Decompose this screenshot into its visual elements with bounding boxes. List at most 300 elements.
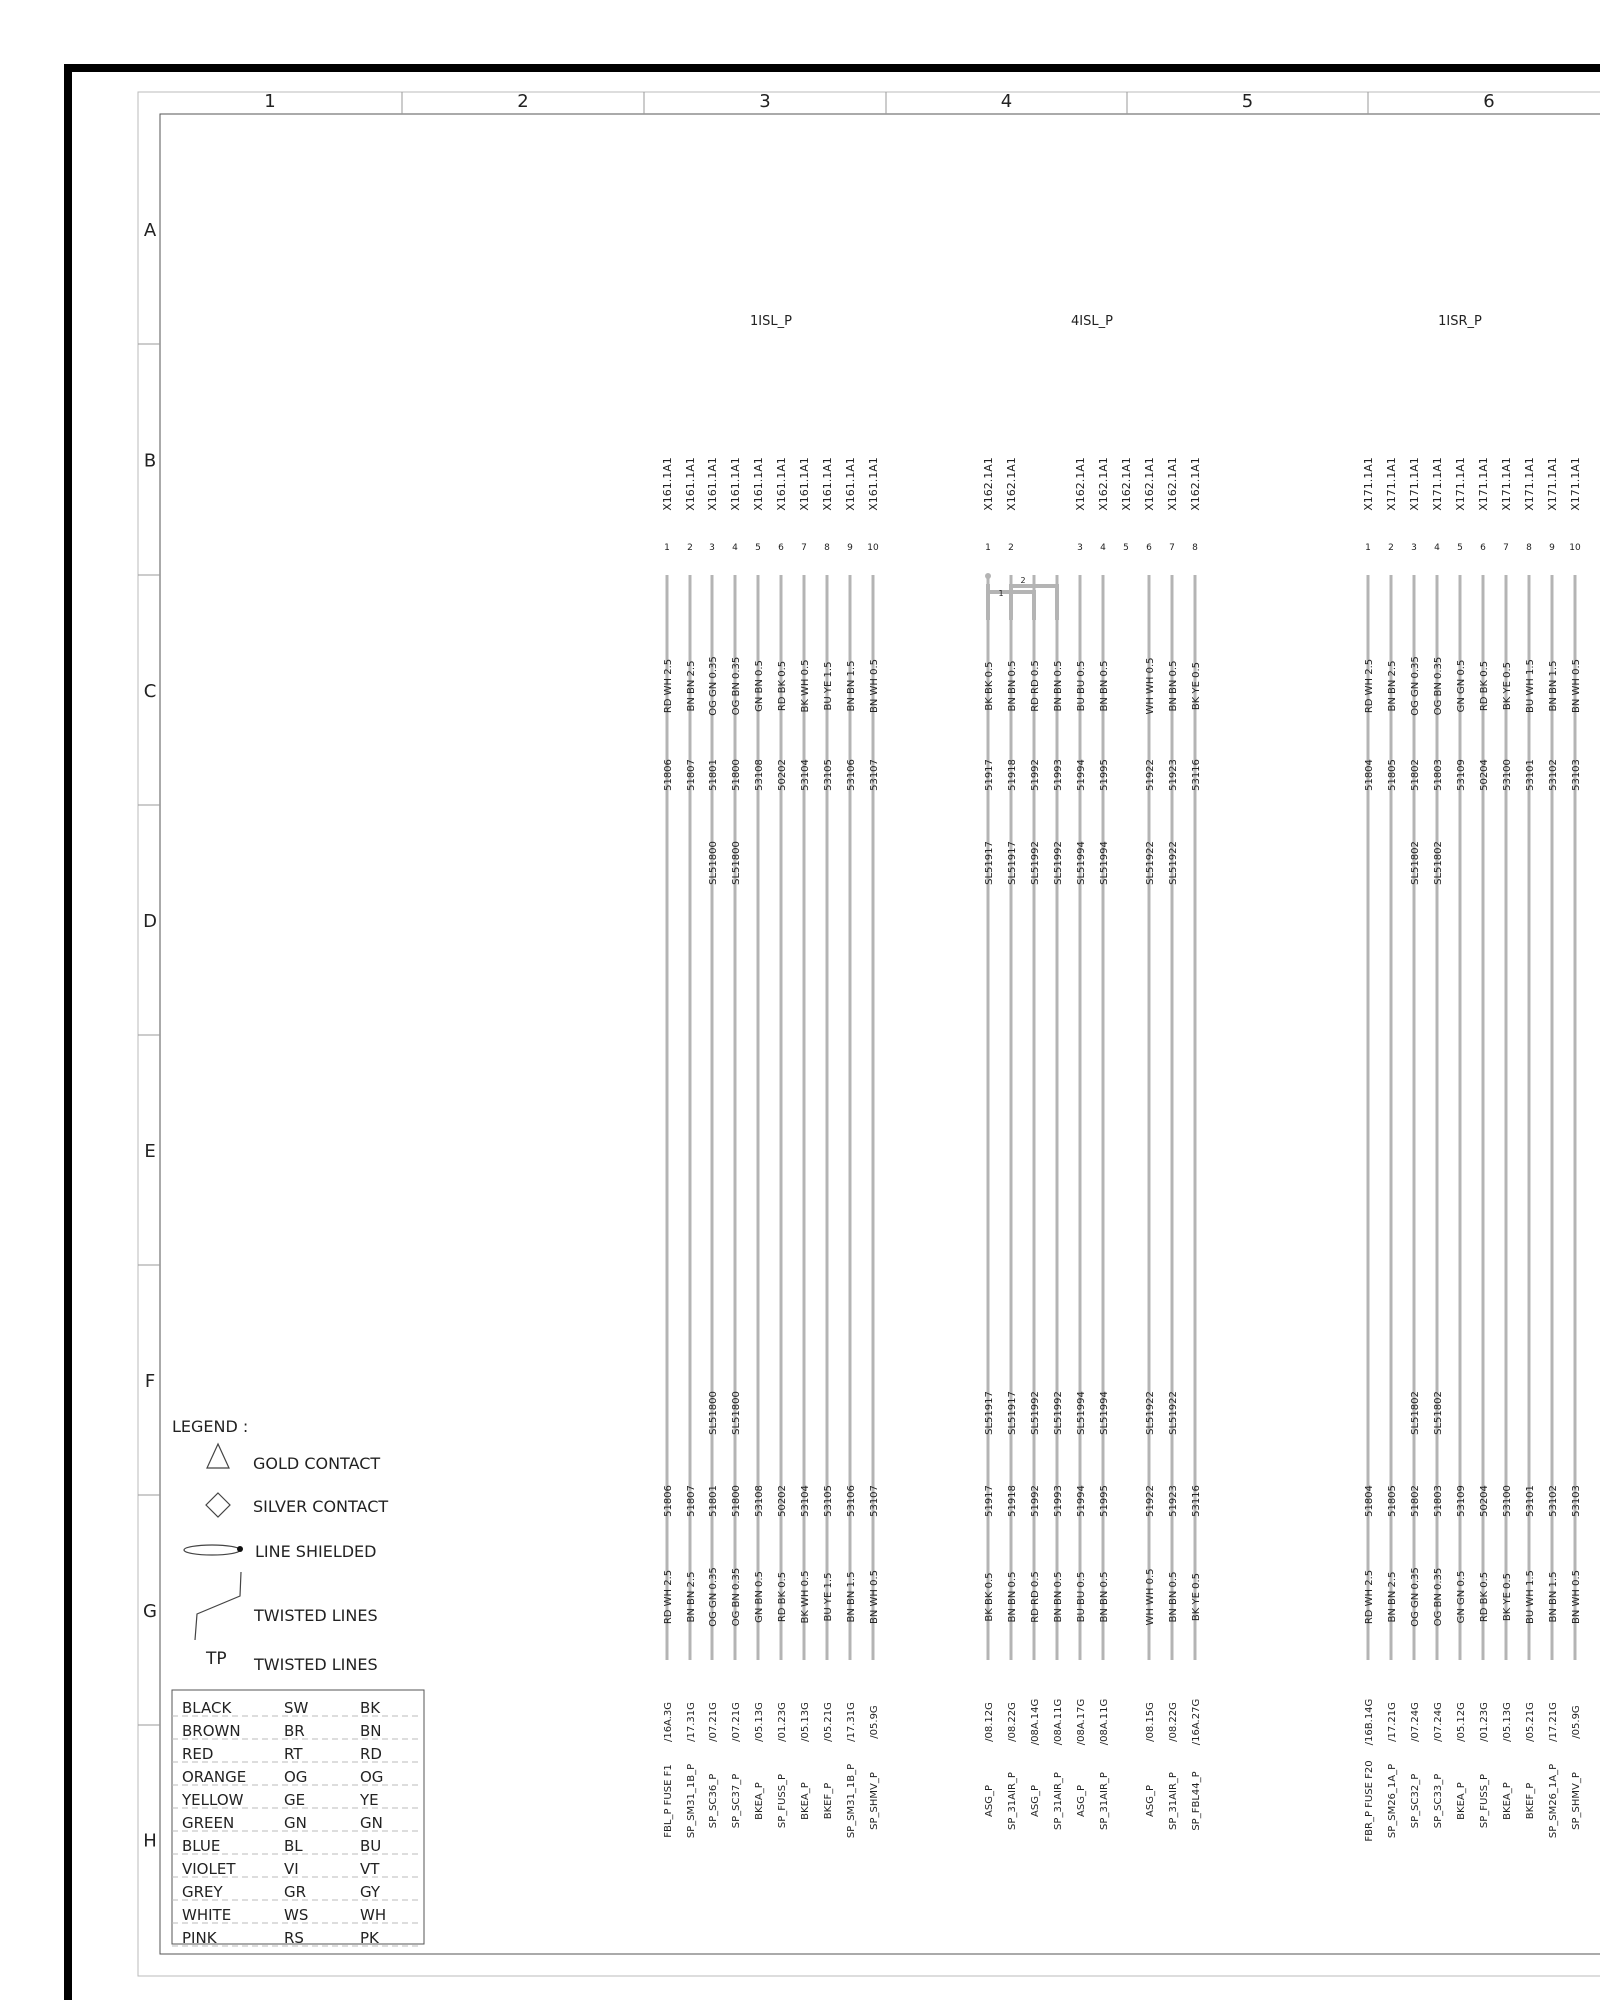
connector-4ISL_P [982,314,1202,1831]
connector-pin-label: X171.1A1 [1362,457,1375,511]
row-label: E [144,1141,156,1162]
wire-color-top: WH WH 0.5 [1145,657,1156,715]
wire-number-bottom: 50202 [777,1485,788,1517]
color-name: BLUE [182,1837,221,1855]
wire [1189,457,1202,1830]
legend-silver-contact-label: SILVER CONTACT [253,1497,389,1516]
color-name: GREEN [182,1814,235,1832]
destination-page-ref: /17.31G [686,1702,697,1742]
column-label: 4 [1000,91,1013,112]
bridge-dot [985,573,991,579]
color-code-german: GN [284,1814,307,1832]
legend-symbols [172,1444,424,1947]
wire-number-top: 51917 [984,759,995,791]
wire [1005,457,1018,1830]
destination-name: FBR_P FUSE F20 [1364,1760,1375,1842]
wire-color-top: BN BN 2.5 [1387,660,1398,712]
wire-color-bottom: BN BN 0.5 [1007,1571,1018,1623]
wire-color-bottom: BN BN 1.5 [846,1571,857,1623]
wire-color-bottom: OG BN 0.35 [731,1567,742,1627]
wire-color-top: BK YE 0.5 [1502,661,1513,711]
pin-number: 8 [824,543,830,553]
wire-number-bottom: 53100 [1502,1485,1513,1517]
splice-label-bottom: SL51992 [1053,1391,1064,1435]
wire-color-top: BN WH 0.5 [869,658,880,714]
splice-label-bottom: SL51994 [1099,1391,1110,1435]
wire-color-bottom: BN BN 1.5 [1548,1571,1559,1623]
color-code-english: RD [360,1745,382,1763]
splice-label-bottom: SL51992 [1030,1391,1041,1435]
wire-number-top: 53104 [800,759,811,791]
color-code-german: VI [284,1860,299,1878]
color-code-german: RT [284,1745,303,1763]
color-table-row [172,1722,420,1740]
gold-contact-triangle-icon [207,1444,229,1468]
connector-pin-label: X161.1A1 [706,457,719,511]
color-table-row [172,1814,420,1832]
connector-1ISR_P [1362,314,1582,1842]
wire [1477,457,1490,1828]
destination-name: SP_SHMV_P [1571,1772,1582,1830]
connector-pin-label: X162.1A1 [1097,457,1110,511]
destination-page-ref: /08A.11G [1099,1698,1110,1746]
destination-name: ASG_P [984,1785,995,1817]
destination-page-ref: /05.21G [1525,1702,1536,1742]
wire-color-top: RD WH 2.5 [663,658,674,714]
wire-number-top: 51922 [1145,759,1156,791]
pin-number: 9 [847,543,853,553]
splice-label-bottom: SL51802 [1433,1391,1444,1435]
wire-number-bottom: 51807 [686,1485,697,1517]
color-table-row [172,1768,420,1786]
color-code-table [172,1690,424,1947]
wire-number-bottom: 51800 [731,1485,742,1517]
connector-title: 4ISL_P [1071,314,1113,329]
wire-color-bottom: RD BK 0.5 [777,1571,788,1623]
pin-number: 4 [1100,543,1106,553]
destination-page-ref: /17.31G [846,1702,857,1742]
wire [1074,457,1087,1817]
destination-name: SP_SM31_1B_P [686,1763,697,1839]
destination-name: FBL_P FUSE F1 [663,1764,674,1838]
splice-label-top: SL51917 [984,841,995,885]
destination-name: ASG_P [1030,1785,1041,1817]
connector-pin-label: X171.1A1 [1454,457,1467,511]
destination-name: SP_SC37_P [731,1773,742,1829]
connector-pin-label: X162.1A1 [1005,457,1018,511]
wire-number-bottom: 51994 [1076,1485,1087,1517]
destination-name: SP_SC33_P [1433,1773,1444,1829]
column-label: 5 [1241,91,1254,112]
wire-color-bottom: BN BN 0.5 [1168,1571,1179,1623]
wire-color-bottom: BN BN 0.5 [1053,1571,1064,1623]
connector-pin-label: X162.1A1 [1166,457,1179,511]
color-name: WHITE [182,1906,232,1924]
connector-pin-label: X162.1A1 [1189,457,1202,511]
wire [798,457,811,1820]
row-label: G [143,1601,157,1622]
wire-color-top: OG BN 0.35 [1433,656,1444,716]
destination-page-ref: /05.13G [1502,1702,1513,1742]
destination-page-ref: /16B.14G [1364,1698,1375,1746]
row-label: H [143,1830,157,1852]
destination-page-ref: /01.23G [777,1702,788,1742]
pin-number: 4 [732,543,738,553]
connector-pin-label: X162.1A1 [1120,457,1133,511]
wire-number-bottom: 53103 [1571,1485,1582,1517]
wire-number-top: 51995 [1099,759,1110,791]
color-name: PINK [182,1929,217,1947]
wire-number-bottom: 51922 [1145,1485,1156,1517]
color-table-row [172,1883,420,1901]
pin-number: 3 [1077,543,1083,553]
pin-number: 1 [985,543,991,553]
color-name: ORANGE [182,1768,247,1786]
splice-label-top: SL51992 [1053,841,1064,885]
wire-color-bottom: BU BU 0.5 [1076,1571,1087,1623]
connector-pin-label: X171.1A1 [1408,457,1421,511]
legend-tp-label: TP [206,1649,227,1669]
connector-pin-label: X171.1A1 [1431,457,1444,511]
pin-number: 4 [1434,543,1440,553]
wire-color-bottom: BK BK 0.5 [984,1572,995,1622]
destination-name: SP_SM26_1A_P [1387,1763,1398,1839]
wire-color-top: OG BN 0.35 [731,656,742,716]
wire-color-top: BN BN 1.5 [1548,660,1559,712]
pin-number: 6 [778,543,784,553]
wire-number-bottom: 53107 [869,1485,880,1517]
destination-page-ref: /05.9G [1571,1705,1582,1739]
wire-color-bottom: OG GN 0.35 [1410,1567,1421,1627]
destination-page-ref: /05.12G [1456,1702,1467,1742]
wire [661,457,674,1838]
wire-color-top: OG GN 0.35 [1410,656,1421,716]
wire [821,457,834,1819]
wire-color-bottom: OG GN 0.35 [708,1567,719,1627]
wire-number-top: 51806 [663,759,674,791]
splice-label-bottom: SL51802 [1410,1391,1421,1435]
destination-name: SP_31AIR_P [1053,1772,1064,1830]
wire-number-top: 51800 [731,759,742,791]
color-code-german: GE [284,1791,306,1809]
pin-number: 6 [1146,543,1152,553]
color-name: BROWN [182,1722,241,1740]
wire-number-top: 53116 [1191,759,1202,791]
column-label: 1 [264,91,276,112]
splice-label-bottom: SL51922 [1145,1391,1156,1435]
bridge-label: 1 [998,589,1004,598]
color-code-english: GN [360,1814,383,1832]
destination-name: BKEA_P [1502,1782,1513,1820]
destination-name: SP_31AIR_P [1007,1772,1018,1830]
color-code-german: BR [284,1722,305,1740]
destination-page-ref: /08.22G [1007,1702,1018,1742]
wire-number-top: 51801 [708,759,719,791]
drawing-area-border [160,114,1600,1954]
destination-name: BKEF_P [823,1782,834,1820]
connector-groups [661,314,1582,1842]
wire [684,457,697,1838]
wire-color-bottom: BN BN 0.5 [1099,1571,1110,1623]
wire-number-top: 50204 [1479,759,1490,791]
pin-number: 10 [1569,543,1581,553]
wire-number-top: 51802 [1410,759,1421,791]
wire [706,457,719,1828]
wire-number-top: 51805 [1387,759,1398,791]
wire-number-bottom: 53101 [1525,1485,1536,1517]
wire-color-bottom: OG BN 0.35 [1433,1567,1444,1627]
connector-pin-label: X162.1A1 [982,457,995,511]
splice-label-top: SL51994 [1099,841,1110,885]
legend-title: LEGEND : [172,1417,249,1436]
wire-number-bottom: 53108 [754,1485,765,1517]
wire [1546,457,1559,1838]
wire-color-top: RD BK 0.5 [777,660,788,712]
destination-name: BKEA_P [1456,1782,1467,1820]
destination-name: BKEF_P [1525,1782,1536,1820]
wire-color-top: RD WH 2.5 [1364,658,1375,714]
pin-number: 3 [1411,543,1417,553]
pin-number: 5 [755,543,761,553]
splice-label-bottom: SL51800 [708,1391,719,1435]
destination-page-ref: /05.13G [800,1702,811,1742]
wire-number-top: 53102 [1548,759,1559,791]
connector-pin-label: X171.1A1 [1477,457,1490,511]
wire-color-bottom: BN BN 2.5 [686,1571,697,1623]
wire-color-top: BN BN 0.5 [1053,660,1064,712]
wire-color-top: OG GN 0.35 [708,656,719,716]
connector-pin-label: X161.1A1 [752,457,765,511]
wire-color-bottom: BK YE 0.5 [1191,1572,1202,1622]
wire-number-top: 51803 [1433,759,1444,791]
color-code-german: RS [284,1929,304,1947]
color-table-row [172,1699,420,1717]
wire-number-bottom: 51805 [1387,1485,1398,1517]
destination-name: SP_SM31_1B_P [846,1763,857,1839]
destination-page-ref: /05.9G [869,1705,880,1739]
destination-name: BKEA_P [800,1782,811,1820]
color-table-row [172,1745,420,1763]
connector-pin-label: X161.1A1 [798,457,811,511]
destination-name: SP_SC36_P [708,1773,719,1829]
connector-pin-label: X161.1A1 [684,457,697,511]
wire [1053,575,1064,1830]
row-label: B [143,450,157,472]
row-label: A [143,220,157,241]
destination-page-ref: /07.24G [1433,1702,1444,1742]
wire-number-bottom: 51802 [1410,1485,1421,1517]
pin-number: 1 [664,543,670,553]
wire [844,457,857,1838]
wire-number-bottom: 51803 [1433,1485,1444,1517]
pin-number: 5 [1457,543,1463,553]
wire-number-bottom: 51992 [1030,1485,1041,1517]
color-code-english: BK [360,1699,381,1717]
pin-number: 7 [1169,543,1175,553]
wire-color-top: BN BN 1.5 [846,660,857,712]
connector-title: 1ISL_P [750,314,792,329]
destination-page-ref: /07.21G [708,1702,719,1742]
wire-color-top: BU WH 1.5 [1525,659,1536,713]
shielded-dot-icon [237,1546,243,1552]
wire [1120,457,1133,553]
wire-number-bottom: 53105 [823,1485,834,1517]
wire [1143,457,1156,1817]
wire-color-bottom: BK YE 0.5 [1502,1572,1513,1622]
connector-pin-label: X161.1A1 [844,457,857,511]
splice-label-top: SL51800 [731,841,742,885]
wire-number-top: 53106 [846,759,857,791]
wire [982,457,995,1817]
wire-number-top: 53109 [1456,759,1467,791]
color-code-english: YE [360,1791,379,1809]
wire [1569,457,1582,1830]
destination-name: SP_31AIR_P [1168,1772,1179,1830]
destination-name: SP_SC32_P [1410,1773,1421,1829]
splice-label-top: SL51917 [1007,841,1018,885]
color-code-english: BN [360,1722,382,1740]
wire [752,457,765,1820]
splice-label-bottom: SL51800 [731,1391,742,1435]
wire-number-bottom: 51993 [1053,1485,1064,1517]
splice-label-top: SL51802 [1433,841,1444,885]
splice-label-bottom: SL51917 [984,1391,995,1435]
wire-color-top: GN GN 0.5 [1456,659,1467,713]
pin-number: 1 [1365,543,1371,553]
destination-name: SP_FUSS_P [1479,1773,1490,1829]
wire-number-bottom: 51806 [663,1485,674,1517]
wire-number-top: 53103 [1571,759,1582,791]
wire-number-bottom: 51923 [1168,1485,1179,1517]
connector-pin-label: X161.1A1 [821,457,834,511]
pin-number: 7 [801,543,807,553]
wire [867,457,880,1830]
splice-label-top: SL51922 [1145,841,1156,885]
wire-number-top: 53107 [869,759,880,791]
color-table-row [172,1837,420,1855]
connector-pin-label: X171.1A1 [1500,457,1513,511]
wire-number-top: 53105 [823,759,834,791]
wire [1166,457,1179,1830]
wire-color-top: BN BN 0.5 [1007,660,1018,712]
destination-page-ref: /08A.11G [1053,1698,1064,1746]
wire-color-bottom: WH WH 0.5 [1145,1568,1156,1626]
color-code-english: BU [360,1837,382,1855]
wire-color-top: BN WH 0.5 [1571,658,1582,714]
wire-color-top: BK BK 0.5 [984,661,995,711]
wire-color-bottom: RD RD 0.5 [1030,1571,1041,1623]
wire-number-top: 50202 [777,759,788,791]
twisted-lines-icon [195,1572,241,1640]
wire-color-top: BU BU 0.5 [1076,660,1087,712]
destination-name: ASG_P [1145,1785,1156,1817]
row-label: D [143,911,157,932]
wire-number-top: 51992 [1030,759,1041,791]
wire-color-top: BK YE 0.5 [1191,661,1202,711]
color-code-german: BL [284,1837,303,1855]
wire-color-bottom: BN WH 0.5 [869,1569,880,1625]
pin-number: 10 [867,543,879,553]
color-name: BLACK [182,1699,232,1717]
connector-title: 1ISR_P [1438,314,1482,329]
column-label: 3 [759,91,771,112]
destination-page-ref: /08A.14G [1030,1698,1041,1746]
wire [1431,457,1444,1828]
wire-color-bottom: RD WH 2.5 [663,1569,674,1625]
splice-label-bottom: SL51922 [1168,1391,1179,1435]
splice-label-top: SL51992 [1030,841,1041,885]
wire-color-bottom: BU YE 1.5 [823,1572,834,1622]
wire [1097,457,1110,1830]
connector-pin-label: X161.1A1 [867,457,880,511]
wire-color-top: RD BK 0.5 [1479,660,1490,712]
wire [1454,457,1467,1820]
color-code-german: SW [284,1699,309,1717]
wire-number-bottom: 51995 [1099,1485,1110,1517]
destination-page-ref: /05.21G [823,1702,834,1742]
connector-pin-label: X161.1A1 [661,457,674,511]
pin-number: 2 [1008,543,1014,553]
pin-number: 3 [709,543,715,553]
destination-page-ref: /08A.17G [1076,1698,1087,1746]
wire-number-bottom: 53109 [1456,1485,1467,1517]
wire-color-bottom: BN BN 2.5 [1387,1571,1398,1623]
destination-page-ref: /08.12G [984,1702,995,1742]
destination-name: SP_SM26_1A_P [1548,1763,1559,1839]
wire-color-top: BK WH 0.5 [800,659,811,713]
connector-pin-label: X171.1A1 [1523,457,1536,511]
color-code-english: WH [360,1906,387,1924]
pin-number: 8 [1192,543,1198,553]
connector-1ISL_P [661,314,880,1838]
connector-pin-label: X162.1A1 [1074,457,1087,511]
wire-color-bottom: BN WH 0.5 [1571,1569,1582,1625]
destination-page-ref: /01.23G [1479,1702,1490,1742]
destination-page-ref: /08.15G [1145,1702,1156,1742]
wire-number-bottom: 53106 [846,1485,857,1517]
wire-color-bottom: GN BN 0.5 [754,1571,765,1623]
color-name: RED [182,1745,214,1763]
connector-pin-label: X171.1A1 [1385,457,1398,511]
color-table-row [172,1791,420,1809]
pin-number: 5 [1123,543,1129,553]
shielded-ellipse-icon [184,1545,240,1555]
destination-name: SP_SHMV_P [869,1772,880,1830]
row-label: F [144,1371,156,1392]
destination-name: ASG_P [1076,1785,1087,1817]
color-code-german: WS [284,1906,309,1924]
bridge-label: 2 [1020,576,1026,585]
destination-page-ref: /16A.27G [1191,1698,1202,1746]
splice-label-top: SL51800 [708,841,719,885]
pin-number: 2 [1388,543,1394,553]
destination-name: SP_FBL44_P [1191,1771,1202,1831]
connector-pin-label: X171.1A1 [1569,457,1582,511]
destination-page-ref: /08.22G [1168,1702,1179,1742]
destination-name: SP_31AIR_P [1099,1772,1110,1830]
wire-color-bottom: BU WH 1.5 [1525,1570,1536,1624]
destination-page-ref: /17.21G [1387,1702,1398,1742]
wire [729,457,742,1828]
wire-number-top: 51993 [1053,759,1064,791]
wire-color-bottom: RD WH 2.5 [1364,1569,1375,1625]
wire-number-top: 51807 [686,759,697,791]
wire-color-bottom: GN GN 0.5 [1456,1570,1467,1624]
pin-number: 7 [1503,543,1509,553]
color-table-row [172,1860,420,1878]
wire-number-top: 51918 [1007,759,1018,791]
wire-color-bottom: RD BK 0.5 [1479,1571,1490,1623]
